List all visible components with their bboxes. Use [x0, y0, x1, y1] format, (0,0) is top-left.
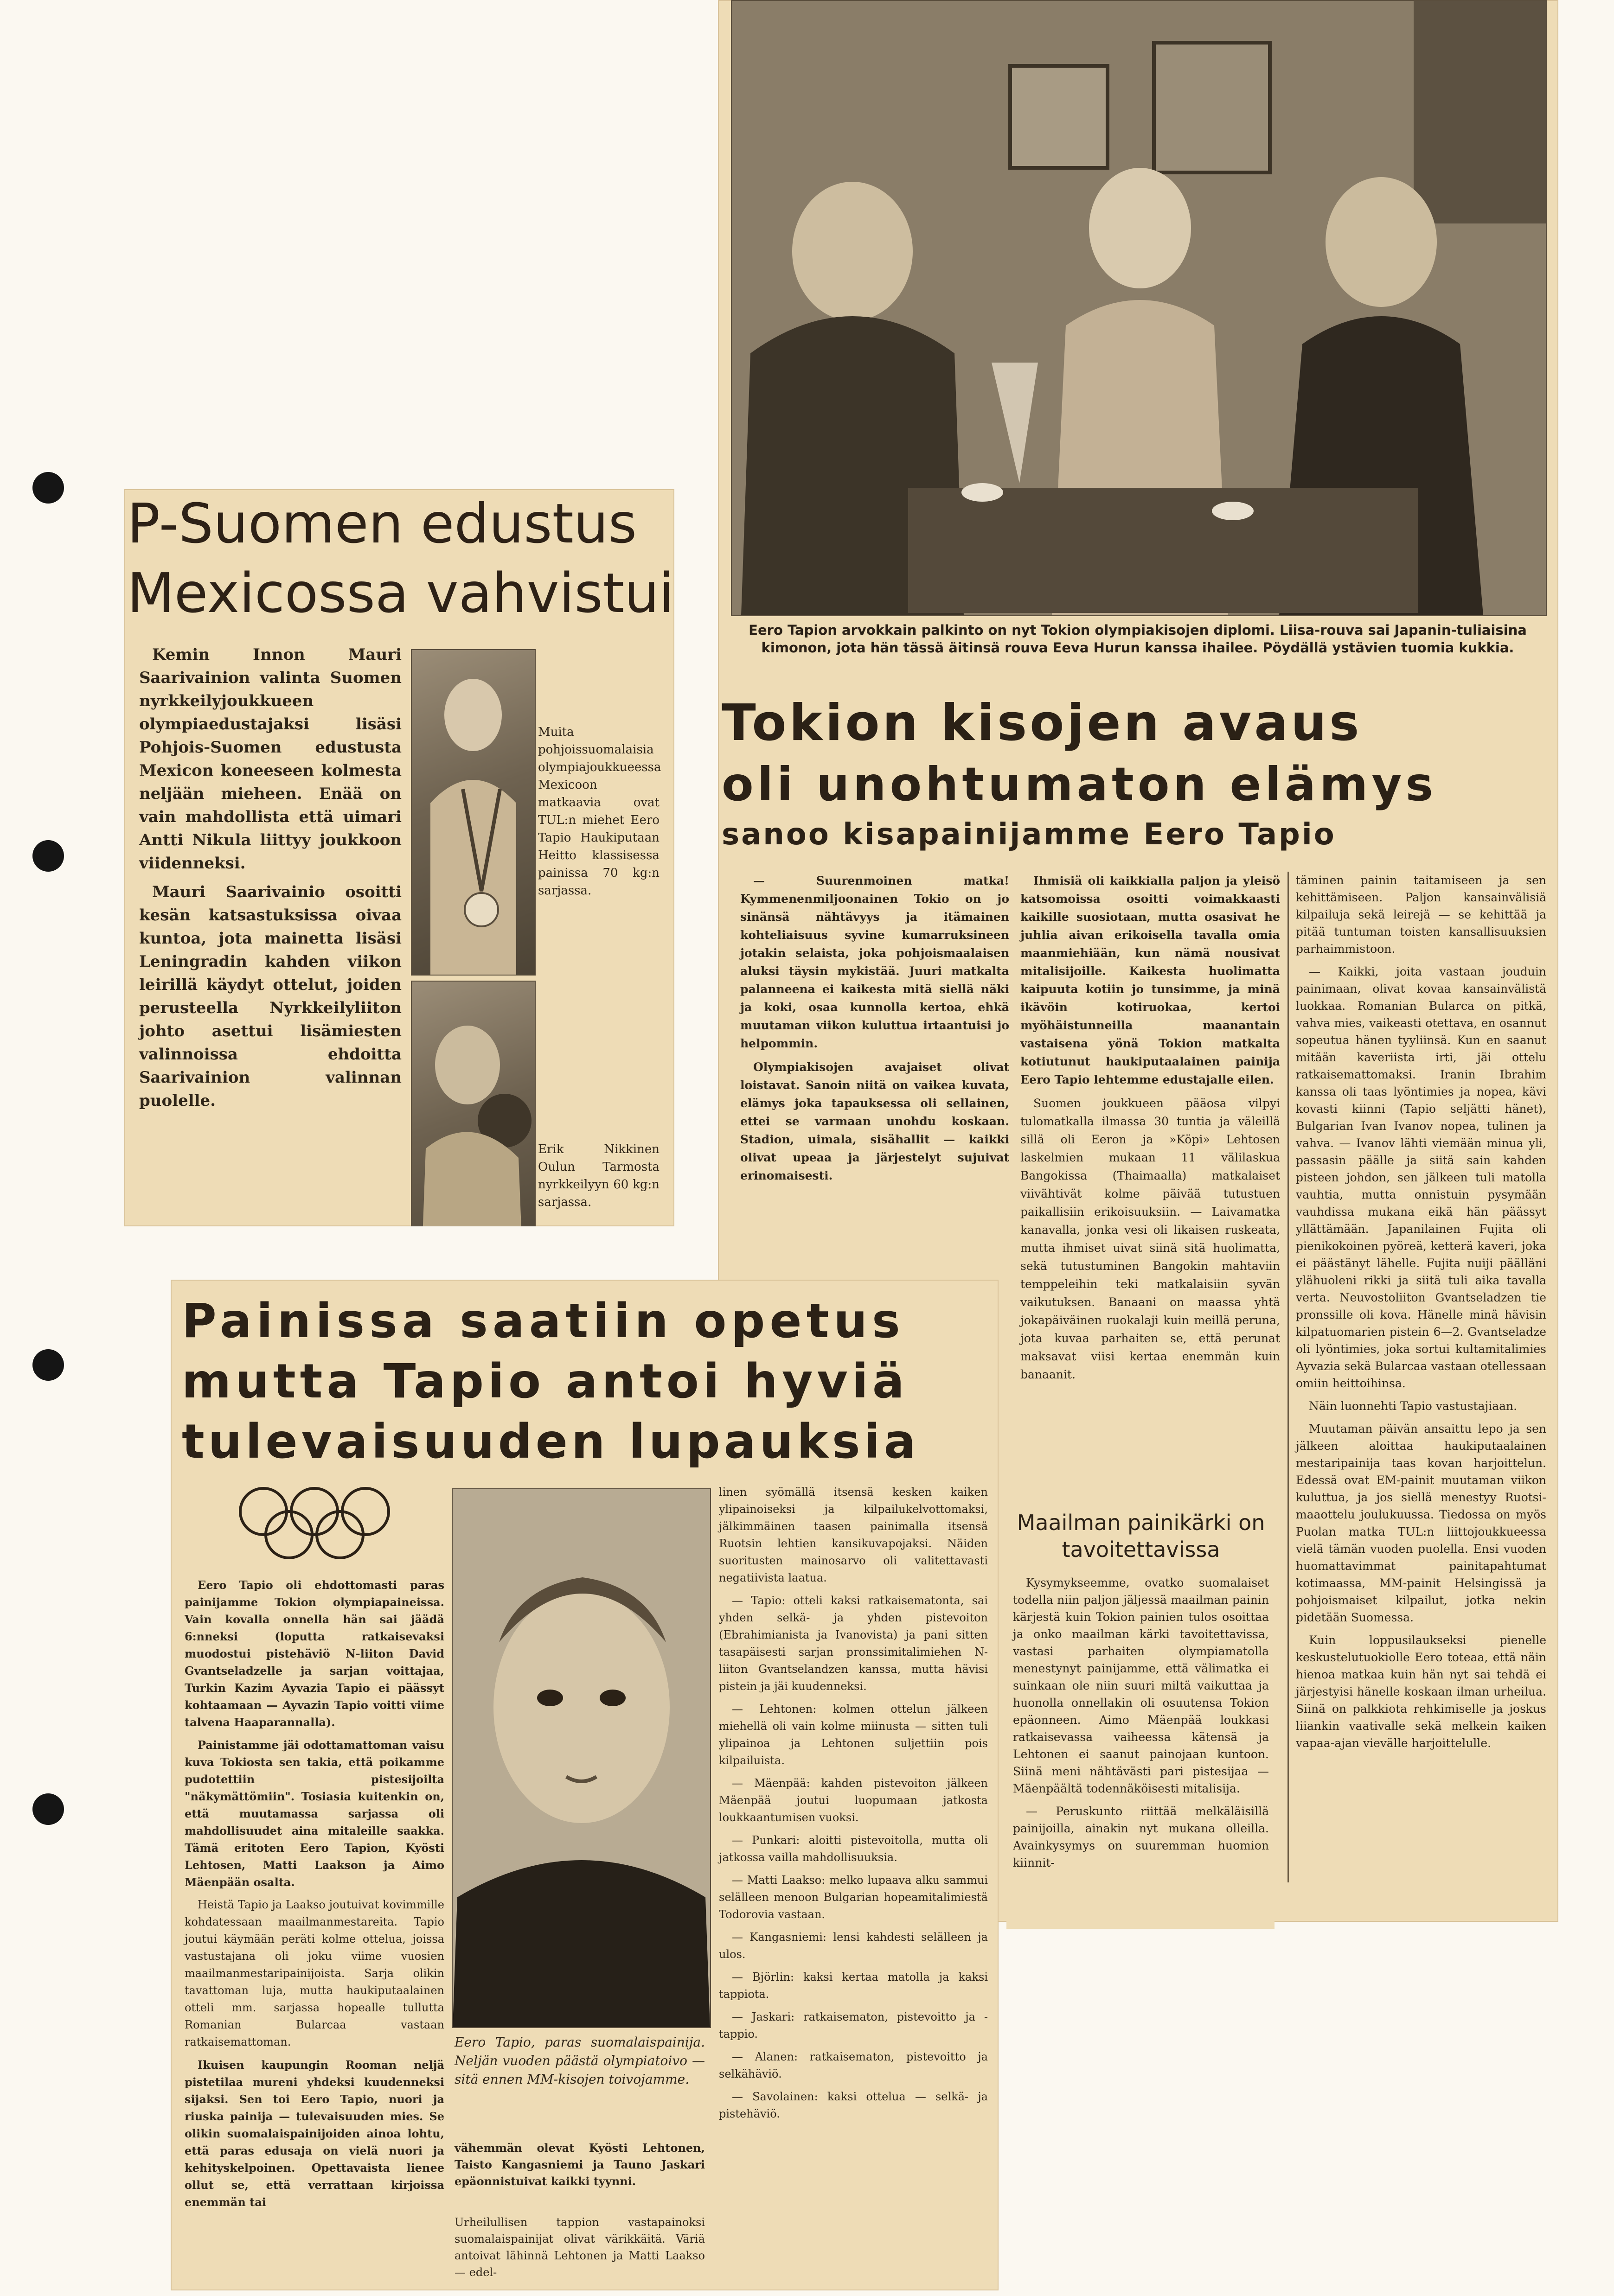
olympic-rings-icon	[236, 1484, 393, 1563]
clipping-1-paragraph-1: Kemin Innon Mauri Saarivainion valinta Suomen nyrkkeilyjoukkueen olympiaedustajaksi lisäsi Pohjois-Suomen edustusta Mexicon koneeseen kolmesta neljään mieheen. Enää on vain mahdollista että uimari Antti Nikula liittyy joukkoon viidenneksi.	[139, 645, 402, 873]
clipping-2-column-4	[1013, 1574, 1269, 1877]
clipping-3-column-1	[185, 1576, 444, 2216]
clipping-p-suomen-edustus	[124, 489, 674, 1226]
family-photo-caption: Eero Tapion arvokkain palkinto on nyt Tokion olympiakisojen diplomi. Liisa-rouva sai Japanin-tuliaisina kimonon, jota hän tässä äitinsä rouva Eeva Hurun kanssa ihailee. Pöydällä ystävien tuomia kukkia.	[749, 622, 1527, 656]
clipping-3-headline-line-1: Painissa saatiin opetus	[182, 1294, 905, 1349]
clipping-2-column-3	[1296, 872, 1546, 1757]
clipping-1-headline-line-2: Mexicossa vahvistui	[127, 561, 674, 625]
boxer-photo-top	[411, 649, 536, 976]
clipping-3-col2-paragraph-9: — Jaskari: ratkaisematon, pistevoitto ja -tappio.	[719, 2010, 988, 2041]
clipping-maailman-painikarki	[1006, 1500, 1275, 1929]
clipping-3-column-1-tail: vähemmän olevat Kyösti Lehtonen, Taisto Kangasniemi ja Tauno Jaskari epäonnistuivat kaikki tyynni.	[455, 2141, 705, 2188]
clipping-3-col2-paragraph-1: linen syömällä itsensä kesken kaiken ylipainoiseksi ja kilpailukelvottomaksi, jälkimmäinen taasen painimalla itsensä Ruotsin lehtien kansikuvapojaksi. Näiden suoritusten mainosarvo oli valitettavasti negatiivista laatua.	[719, 1486, 988, 1584]
clipping-2-col2-paragraph-1: Ihmisiä oli kaikkialla paljon ja yleisö katsomoissa osoitti voimakkaasti kaikille suosiotaan, mutta osasivat he juhlia aivan erikoisella tavalla omia maanmiehiään, kun nämä nousivat mitalisijoille. Kaikesta huolimatta kaipuuta kotiin jo tunsimme, ja minä ikävöin kotiruokaa, kertoi myöhäistunneilla maanantain vastaisena yönä Tokion matkalta kotiutunut haukiputaalainen painija Eero Tapio lehtemme edustajalle eilen.	[1020, 874, 1280, 1086]
eero-tapio-portrait-figure	[453, 1489, 710, 2027]
clipping-2-column-1	[740, 872, 1009, 1190]
clipping-3-col2-paragraph-5: — Punkari: aloitti pistevoitolla, mutta oli jatkossa vailla mahdollisuuksia.	[719, 1834, 988, 1864]
subhead-maailman-painikarki: Maailman painikärki on tavoitettavissa	[1017, 1510, 1265, 1562]
clipping-2-col3-paragraph-4: Muutaman päivän ansaittu lepo ja sen jälkeen aloittaa haukiputaalainen mestaripainija taas kovan harjoittelun. Edessä ovat EM-painit muutaman viikon kuluttua, ja jos siellä menestyy Ruotsi-maaottelu joulukuussa. Tiedossa on myös Puolan matka TUL:n liittojoukkueessa vielä tämän vuoden puolella. Ensi vuoden huomattavimmat painitapahtumat kotimaassa, MM-painit Helsingissä ja pohjoismaiset kilpailut, jotka nekin pidetään Suomessa.	[1296, 1422, 1546, 1624]
clipping-3-col1-paragraph-1: Eero Tapio oli ehdottomasti paras painijamme Tokion olympiapaineissa. Vain kovalla onnella hän sai jäädä 6:nneksi (loputta ratkaisevaksi muodostui pistehäviö N-liiton David Gvantseladzelle ja sarjan voittajaa, Turkin Kazim Ayvazia Tapio ei päässyt kohtaamaan — Ayvazin Tapio voitti viime talvena Haaparannalla).	[185, 1578, 444, 1729]
clipping-2-col4-paragraph-2: — Peruskunto riittää melkäläisillä painijoilla, ainakin nyt mukana olleilla. Avainkysymys on suuremman huomion kiinnit-	[1013, 1805, 1269, 1869]
clipping-3-col2-paragraph-10: — Alanen: ratkaisematon, pistevoitto ja selkähäviö.	[719, 2050, 988, 2080]
clipping-3-col2-paragraph-8: — Björlin: kaksi kertaa matolla ja kaksi tappiota.	[719, 1971, 988, 2001]
clipping-3-col1-paragraph-4: Ikuisen kaupungin Rooman neljä pistetilaa mureni yhdeksi kuudenneksi sijaksi. Sen toi Eero Tapio, nuori ja riuska painija — tulevaisuuden mies. Se olikin suomalaispainijoiden ainoa lohtu, että paras edusaja on vielä nuori ja kehityskelpoinen. Opettavaista lienee ollut se, että verrattaan kirjoissa enemmän tai	[185, 2058, 444, 2209]
clipping-2-col2-paragraph-2: Suomen joukkueen pääosa vilpyi tulomatkalla ilmassa 30 tuntia ja väleillä sillä oli Eeron ja »Köpi» Lehtosen laskelmien mukaan 11 välilaskua Bangokissa (Thaimaalla) matkalaiset viivähtivät kolme päivää tutustuen paikallisiin erikoisuuksiin. — Laivamatka kanavalla, jonka vesi oli likaisen ruskeata, mutta ihmiset uivat siinä sitä huolimatta, sekä tutustuminen Bangokin mahtaviin temppeleihin teki matkalaisiin syvän vaikutuksen. Banaani on maassa yhtä jokapäiväinen ruokalaji kuin meillä peruna, jota kuvaa parhaiten se, että perunat maksavat viisi kertaa enemmän kuin banaanit.	[1020, 1097, 1280, 1381]
clipping-2-col3-paragraph-1: täminen painin taitamiseen ja sen kehittämiseen. Paljon kansainvälisiä kilpailuja sekä leirejä — se kehittää ja pitää tuntuman toisten kansallisuuksien parhaimmistoon.	[1296, 874, 1546, 956]
clipping-2-col1-paragraph-2: Olympiakisojen avajaiset olivat loistavat. Sanoin niitä on vaikea kuvata, elämys joka tapauksessa oli sellainen, ettei se varmaan unohdu koskaan. Stadion, uimala, sisähallit — kaikki olivat upeaa ja järjestelyt sujuivat erinomaisesti.	[740, 1060, 1009, 1182]
clipping-2-col4-paragraph-1: Kysymykseemme, ovatko suomalaiset todella niin paljon jäljessä maailman painin kärjestä kuin Tokion painien tulos osoittaa ja onko maailman kärki tavoitettavissa, vastasi parhaiten olympiamatolla menestynyt painijamme, että välimatka ei suinkaan ole niin suuri miltä vaikuttaa ja huonolla onnellakin oli osuutensa Tokion epäonneen. Aimo Mäenpää loukkasi ratkaisevassa vaiheessa kätensä ja Lehtonen ei saanut painojaan kuntoon. Siinä meni nähtävästi pari pistesijaa — Mäenpäältä todennäköisesti mitalisija.	[1013, 1576, 1269, 1795]
clipping-2-col3-paragraph-5: Kuin loppusilaukseksi pienelle keskustelutuokiolle Eero toteaa, että näin hienoa matkaa kuin hän nyt sai tehdä ei järjestyisi hänelle koskaan ilman urheilua. Siinä on palkkiota rehkimiselle ja joskus liiankin vaativalle sekä melkein kaiken vapaa-ajan vievälle harjoittelulle.	[1296, 1633, 1546, 1750]
clipping-3-col2-paragraph-7: — Kangasniemi: lensi kahdesti selälleen ja ulos.	[719, 1931, 988, 1961]
clipping-2-col3-paragraph-2: — Kaikki, joita vastaan jouduin painimaan, olivat kovaa kansainvälistä luokkaa. Romanian Bularca on pitkä, vahva mies, vaikeasti otettava, en osannut sopeutua hänen tyyliinsä. Kun en saanut mitään kaveriista irti, jäi ottelu ratkaisemattomaksi. Iranin Ibrahim kanssa oli taas lyöntimies ja nopea, kävi kovasti kiinni (Tapio seljätti hänet), Bulgarian Ivan Ivanov nopea, tulinen ja vahva. — Ivanov lähti viemään minua yli, passasin päälle ja siitä sain kahden pisteen johdon, sen jälkeen tuli matolla vauhtia, mutta onnistuin pysymään vauhdissa mukana eikä hän päässyt yllättämään. Japanilainen Fujita oli pienikokoinen pyöreä, ketterä kaveri, joka ei päästänyt lähelle. Fujita nuiji päälläni ylähuoleni rikki ja siitä tuli aika tavalla verta. Neuvostoliiton Gvantseladzen tie pronssille oli kova. Hänelle minä hävisin kilpatuomarien pistein 6—2. Gvantseladze oli lyöntimies, joka sortui kultamitalimies Ayvazia sekä Bularcaa vastaan otellessaan omiin heittoihinsa.	[1296, 965, 1546, 1390]
clipping-1-headline-line-1: P-Suomen edustus	[127, 491, 637, 555]
clipping-3-col2-paragraph-4: — Mäenpää: kahden pistevoiton jälkeen Mäenpää joutui luopumaan jatkosta loukkaantumisen vuoksi.	[719, 1777, 988, 1824]
clipping-2-headline-line-2: oli unohtumaton elämys	[722, 757, 1437, 811]
eero-tapio-portrait	[452, 1488, 711, 2028]
binder-hole-4	[32, 1793, 64, 1825]
clipping-3-headline-line-2: mutta Tapio antoi hyviä	[182, 1354, 909, 1409]
binder-hole-3	[32, 1349, 64, 1381]
clipping-3-column-1-tail-2: Urheilullisen tappion vastapainoksi suomalaispainijat olivat värikkäitä. Väriä antoivat lähinnä Lehtonen ja Matti Laakso — edel-	[455, 2216, 705, 2279]
clipping-2-col3-paragraph-3: Näin luonnehti Tapio vastustajiaan.	[1309, 1399, 1518, 1413]
boxer-photo-top-figure	[412, 650, 535, 975]
clipping-2-subheadline: sanoo kisapainijamme Eero Tapio	[722, 817, 1336, 852]
clipping-3-col2-paragraph-6: — Matti Laakso: melko lupaava alku sammui selälleen menoon Bulgarian hopeamitalimiestä Todorovia vastaan.	[719, 1874, 988, 1921]
clipping-3-col1-paragraph-2: Painistamme jäi odottamattoman vaisu kuva Tokiosta sen takia, että poikamme pudotettiin pistesijoilta "näkymättömiin". Tosiasia kuitenkin on, että muutamassa sarjassa oli mahdollisuudet aina mitaleille saakka. Tämä eritoten Eero Tapion, Kyösti Lehtosen, Matti Laakson ja Aimo Mäenpään osalta.	[185, 1738, 444, 1889]
binder-hole-2	[32, 840, 64, 872]
clipping-2-column-2	[1020, 872, 1280, 1389]
clipping-1-text	[139, 643, 402, 1118]
clipping-3-col1-paragraph-3: Heistä Tapio ja Laakso joutuivat kovimmille kohdatessaan maailmanmestareita. Tapio joutui käymään peräti kolme ottelua, joissa vastustajana oli joku viime vuosien maailmanmestaripainijoista. Sarja olikin tavattoman luja, mutta haukiputaalainen otteli mm. sarjassa hopealle tullutta Romanian Bularcaa vastaan ratkaisemattoman.	[185, 1898, 444, 2048]
eero-tapio-portrait-caption: Eero Tapio, paras suomalaispainija. Neljän vuoden päästä olympiatoivo — sitä ennen MM-kisojen toivojamme.	[455, 2035, 705, 2087]
binder-hole-1	[32, 472, 64, 504]
clipping-3-col2-paragraph-2: — Tapio: otteli kaksi ratkaisematonta, sai yhden selkä- ja yhden pistevoiton (Ebrahimianista ja Ivanovista) ja pani sitten tasapäisesti sarjan pronssimitalimiehen N-liiton Gvantselandzen kanssa, mutta hävisi pistein ja jäi kuudenneksi.	[719, 1594, 988, 1693]
clipping-1-caption-top: Muita pohjoissuomalaisia olympiajoukkueessa Mexicoon matkaavia ovat TUL:n miehet Eero Tapio Haukiputaan Heitto klassisessa painissa 70 kg:n sarjassa.	[538, 725, 661, 898]
clipping-1-paragraph-2: Mauri Saarivainio osoitti kesän katsastuksissa oivaa kuntoa, jota mainetta lisäsi Leningradin kahden viikon leirillä käydyt ottelut, joiden perusteella Nyrkkeilyliiton johto asettui lisämiesten valinnoissa ehdoitta Saarivainion valinnan puolelle.	[139, 883, 402, 1110]
boxer-photo-bottom-figure	[412, 982, 535, 1226]
clipping-2-col1-paragraph-1: — Suurenmoinen matka! Kymmenenmiljoonainen Tokio on jo sinänsä nähtävyys ja itämainen kohteliaisuus syvine kumarruksineen jotakin selaista, joka pohjoismaalaisen aluksi täysin mykistää. Juuri matkalta palanneena ei kaikesta mitä siellä näki ja koki, osaa kunnolla kertoa, ehkä muutaman viikon kuluttua irtaantuisi jo helpommin.	[740, 874, 1009, 1050]
clipping-painissa-saatiin-opetus	[171, 1280, 999, 2290]
clipping-2-headline-line-1: Tokion kisojen avaus	[722, 694, 1362, 752]
family-photo	[731, 0, 1547, 616]
clipping-3-col2-paragraph-3: — Lehtonen: kolmen ottelun jälkeen miehellä oli vain kolme miinusta — sitten tuli ylipainoa ja Lehtonen suljettiin pois kilpailuista.	[719, 1703, 988, 1767]
clipping-3-col2-paragraph-11: — Savolainen: kaksi ottelua — selkä- ja pistehäviö.	[719, 2090, 988, 2120]
clipping-2-column-divider	[1287, 872, 1289, 1882]
family-photo-scene	[732, 1, 1546, 615]
clipping-1-caption-bottom: Erik Nikkinen Oulun Tarmosta nyrkkeilyyn 60 kg:n sarjassa.	[538, 1142, 660, 1209]
clipping-3-column-2	[719, 1484, 988, 2128]
clipping-3-headline-line-3: tulevaisuuden lupauksia	[182, 1414, 920, 1469]
boxer-photo-bottom	[411, 981, 536, 1226]
